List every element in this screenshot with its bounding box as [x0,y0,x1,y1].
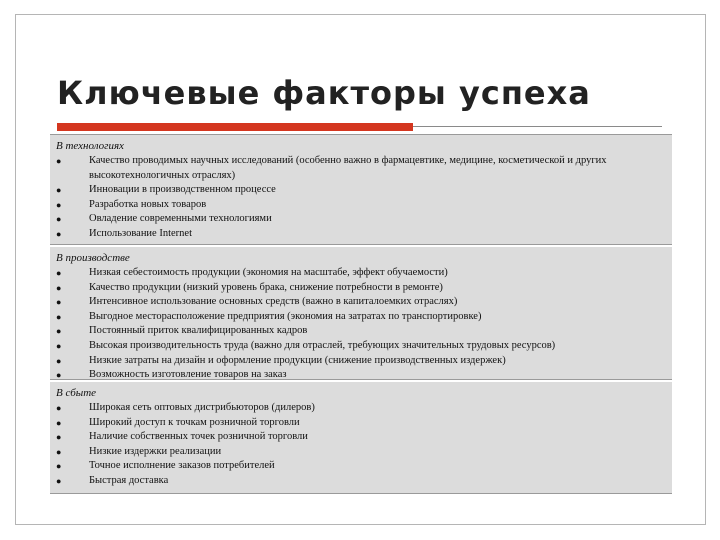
bullet-dot-icon: ● [56,156,62,166]
list-item [56,459,666,474]
section-title: В сбыте [56,387,97,399]
list-item [56,368,666,383]
bullet-dot-icon: ● [56,461,62,472]
list-item [56,430,666,445]
list-item-text: Широкая сеть оптовых дистрибьюторов (дилеров) [89,402,315,413]
list-item-text: Интенсивное использование основных средств (важно в капиталоемких отраслях) [89,296,458,308]
list-item [56,416,666,431]
list-item [56,154,666,183]
factor-list [56,266,666,383]
bullet-dot-icon: ● [56,340,62,351]
list-item [56,354,666,369]
title-accent-bar [57,123,413,131]
bullet-dot-icon: ● [56,355,62,366]
bullet-dot-icon: ● [56,403,62,413]
list-item-text: Постоянный приток квалифицированных кадров [89,325,308,337]
list-item [56,445,666,460]
list-item-text: Выгодное месторасположение предприятия (экономия на затратах по транспортировке) [89,310,482,322]
title-underline-rule [413,126,662,127]
list-item [56,183,666,198]
section-title: В технологиях [56,140,124,152]
bullet-dot-icon: ● [56,282,62,293]
list-item [56,295,666,310]
list-item-text: Низкие издержки реализации [89,445,222,457]
section-sales [50,382,672,494]
list-item [56,324,666,339]
list-item-text: Возможность изготовление товаров на заказ [89,369,287,381]
bullet-dot-icon: ● [56,268,62,278]
list-item-text: Разработка новых товаров [89,198,207,210]
list-item-text: Качество проводимых научных исследований (особенно важно в фармацевтике, медицине, косметической и других высокотехнологичных отраслях) [89,155,607,181]
bullet-dot-icon: ● [56,228,62,239]
list-item [56,227,666,242]
section-title: В производстве [56,252,130,264]
bullet-dot-icon: ● [56,475,62,486]
bullet-dot-icon: ● [56,199,62,210]
list-item [56,198,666,213]
list-item-text: Использование Internet [89,227,192,239]
bullet-dot-icon: ● [56,311,62,322]
list-item-text: Высокая производительность труда (важно для отраслей, требующих значительных трудовых ресурсов) [89,339,556,351]
bullet-dot-icon: ● [56,370,62,381]
list-item-text: Низкие затраты на дизайн и оформление продукции (снижение производственных издержек) [89,354,506,366]
list-item-text: Точное исполнение заказов потребителей [89,460,275,472]
bullet-dot-icon: ● [56,432,62,443]
list-item-text: Широкий доступ к точкам розничной торговли [89,416,300,428]
list-item-text: Качество продукции (низкий уровень брака, снижение потребности в ремонте) [89,281,443,293]
factors-table [50,134,672,494]
bullet-dot-icon: ● [56,446,62,457]
list-item [56,310,666,325]
factor-list [56,154,666,242]
factor-list [56,401,666,489]
bullet-dot-icon: ● [56,185,62,196]
page-title: Ключевые факторы успеха [57,74,591,112]
list-item-text: Овладение современными технологиями [89,213,272,225]
bullet-dot-icon: ● [56,214,62,225]
bullet-dot-icon: ● [56,297,62,308]
list-item [56,401,666,416]
section-production [50,247,672,380]
list-item [56,281,666,296]
list-item-text: Низкая себестоимость продукции (экономия на масштабе, эффект обучаемости) [89,267,448,278]
list-item [56,339,666,354]
list-item [56,474,666,489]
list-item [56,266,666,281]
list-item-text: Инновации в производственном процессе [89,184,276,196]
bullet-dot-icon: ● [56,417,62,428]
list-item-text: Наличие собственных точек розничной торговли [89,431,308,443]
bullet-dot-icon: ● [56,326,62,337]
list-item-text: Быстрая доставка [89,474,169,486]
section-technology [50,135,672,245]
list-item [56,212,666,227]
